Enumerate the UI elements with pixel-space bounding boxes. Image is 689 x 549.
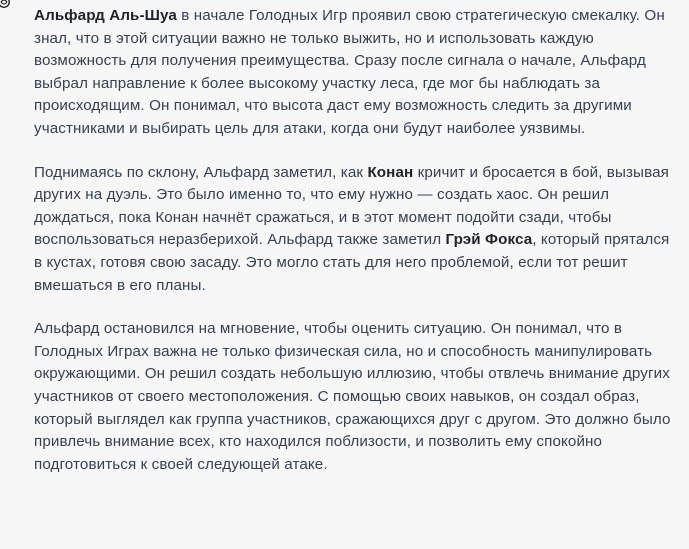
character-name: Грэй Фокса: [445, 231, 533, 249]
message-paragraph: [34, 318, 674, 476]
message-paragraph: [34, 5, 674, 141]
assistant-logo-icon: [0, 0, 11, 9]
message-paragraph: [34, 162, 674, 298]
character-name: Конан: [367, 163, 414, 181]
paragraph-text: Поднимаясь по склону, Альфард заметил, как: [34, 163, 368, 181]
character-name: Альфард Аль-Шуа: [34, 7, 177, 24]
paragraph-text: кричит и бросается в бой, вызывая других на дуэль. Это было именно то, что ему нужно — создать хаос. Он решил дождаться, пока Конан начнёт сражаться, и в этот момент подойти сзади, чтобы воспользоваться неразберихой. Альфард также заметил: [34, 163, 669, 249]
paragraph-text: в начале Голодных Игр проявил свою стратегическую смекалку. Он знал, что в этой ситуации важно не только выжить, но и использовать каждую возможность для получения преимущества. Сразу после сигнала о начале, Альфард выбрал направление к более высокому участку леса, где мог бы наблюдать за происходящим. Он понимал, что высота даст ему возможность следить за другими участниками и выбирать цель для атаки, когда они будут наиболее уязвимы.: [34, 7, 665, 137]
assistant-message: [34, 5, 674, 497]
paragraph-text: , который прятался в кустах, готовя свою засаду. Это могло стать для него проблемой, если тот решит вмешаться в его планы.: [34, 231, 670, 294]
paragraph-text: Альфард остановился на мгновение, чтобы оценить ситуацию. Он понимал, что в Голодных Играх важна не только физическая сила, но и способность манипулировать окружающими. Он решил создать небольшую иллюзию, чтобы отвлечь внимание других участников от своего местоположения. С помощью своих навыков, он создал образ, который выглядел как группа участников, сражающихся друг с другом. Это должно было привлечь внимание всех, кто находился поблизости, и позволить ему спокойно подготовиться к своей следующей атаке.: [34, 320, 671, 473]
